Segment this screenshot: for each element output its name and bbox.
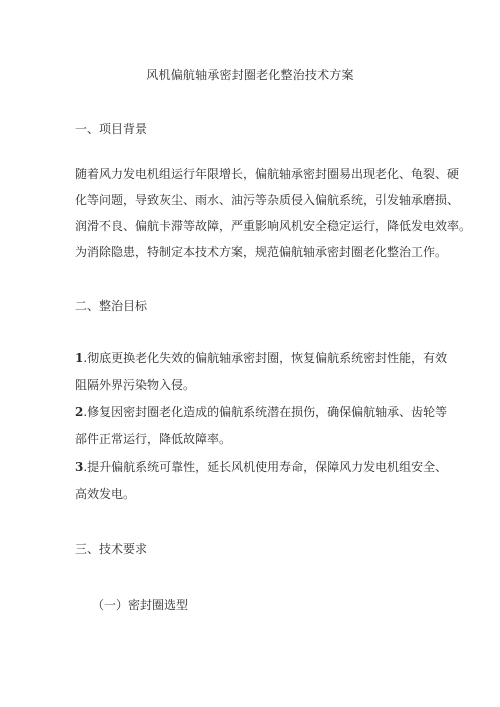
subsection-heading-seal-selection: （一）密封圈选型 — [92, 598, 189, 612]
paragraph-line: 化等问题，导致灰尘、雨水、油污等杂质侵入偏航系统，引发轴承磨损、 — [75, 193, 460, 207]
goal-item-number: 3 — [75, 460, 84, 474]
paragraph-line: 随着风力发电机组运行年限增长，偏航轴承密封圈易出现老化、龟裂、硬 — [75, 167, 460, 181]
paragraph-line: 润滑不良、偏航卡滞等故障，严重影响风机安全稳定运行，降低发电效率。 — [75, 219, 472, 233]
paragraph-line: 为消除隐患，特制定本技术方案，规范偏航轴承密封圈老化整治工作。 — [75, 245, 448, 259]
goal-item-3-line-1 — [75, 458, 447, 475]
goal-item-1-line-1 — [75, 349, 447, 366]
goal-item-2-line-2: 部件正常运行，降低故障率。 — [75, 432, 232, 446]
goal-item-text: .提升偏航系统可靠性，延长风机使用寿命，保障风力发电机组安全、 — [83, 460, 448, 474]
section-heading-background: 一、项目背景 — [75, 122, 148, 136]
goal-item-2-line-1 — [75, 403, 447, 420]
document-title: 风机偏航轴承密封圈老化整治技术方案 — [146, 68, 354, 82]
goal-item-number: 1 — [75, 351, 84, 365]
goal-item-1-line-2: 阻隔外界污染物入侵。 — [75, 378, 196, 392]
goal-item-number: 2 — [75, 405, 84, 419]
goal-item-text: .修复因密封圈老化造成的偏航系统潜在损伤，确保偏航轴承、齿轮等 — [83, 405, 448, 419]
section-heading-technical: 三、技术要求 — [75, 542, 148, 556]
section-heading-goals: 二、整治目标 — [75, 299, 148, 313]
goal-item-text: .彻底更换老化失效的偏航轴承密封圈，恢复偏航系统密封性能，有效 — [83, 351, 448, 365]
goal-item-3-line-2: 高效发电。 — [75, 487, 136, 501]
